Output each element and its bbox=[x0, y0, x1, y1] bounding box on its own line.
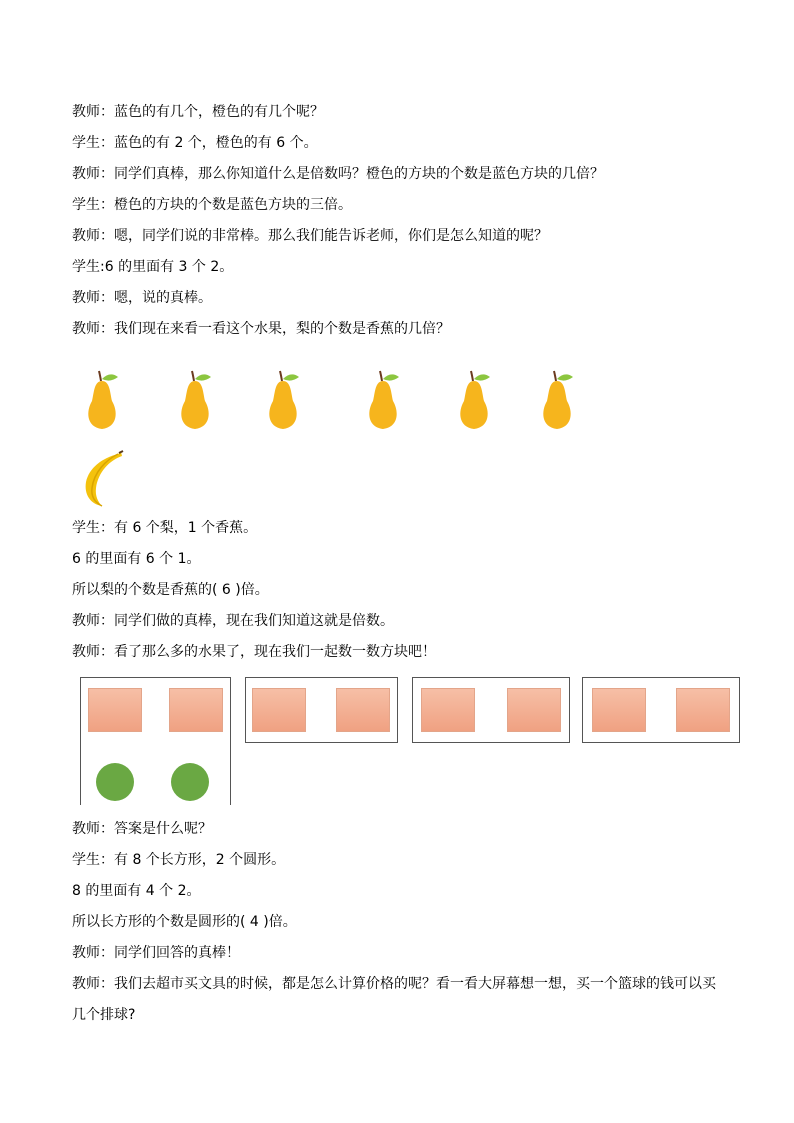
pear-icon bbox=[263, 369, 303, 431]
text-line: 学生：橙色的方块的个数是蓝色方块的三倍。 bbox=[72, 197, 352, 213]
group-box bbox=[80, 677, 231, 805]
circle-shape bbox=[96, 763, 134, 801]
text-line: 教师：蓝色的有几个，橙色的有几个呢？ bbox=[72, 104, 324, 120]
pear-icon bbox=[82, 369, 122, 431]
pear-icon bbox=[454, 369, 494, 431]
text-line: 教师：答案是什么呢？ bbox=[72, 821, 212, 837]
circle-shape bbox=[171, 763, 209, 801]
text-line: 所以梨的个数是香蕉的( 6 )倍。 bbox=[72, 582, 269, 598]
text-line: 几个排球? bbox=[72, 1007, 136, 1023]
rectangle-shape bbox=[592, 688, 646, 732]
pear-icon bbox=[175, 369, 215, 431]
text-line: 6 的里面有 6 个 1。 bbox=[72, 551, 201, 567]
pear-icon bbox=[363, 369, 403, 431]
text-line: 教师：同学们做的真棒，现在我们知道这就是倍数。 bbox=[72, 613, 394, 629]
text-line: 教师：看了那么多的水果了，现在我们一起数一数方块吧！ bbox=[72, 644, 436, 660]
rectangle-shape bbox=[252, 688, 306, 732]
pear-icon bbox=[537, 369, 577, 431]
text-line: 教师：同学们真棒，那么你知道什么是倍数吗？橙色的方块的个数是蓝色方块的几倍？ bbox=[72, 166, 604, 182]
banana-icon bbox=[80, 450, 124, 508]
text-line: 学生：有 6 个梨，1 个香蕉。 bbox=[72, 520, 258, 536]
rectangle-shape bbox=[88, 688, 142, 732]
group-box bbox=[245, 677, 398, 743]
rectangle-shape bbox=[169, 688, 223, 732]
text-line: 学生：蓝色的有 2 个，橙色的有 6 个。 bbox=[72, 135, 318, 151]
rectangle-shape bbox=[421, 688, 475, 732]
text-line: 教师：同学们回答的真棒！ bbox=[72, 945, 240, 961]
text-line: 教师：嗯，同学们说的非常棒。那么我们能告诉老师，你们是怎么知道的呢？ bbox=[72, 228, 548, 244]
rectangle-shape bbox=[507, 688, 561, 732]
text-line: 教师：我们现在来看一看这个水果，梨的个数是香蕉的几倍？ bbox=[72, 321, 450, 337]
text-line: 所以长方形的个数是圆形的( 4 )倍。 bbox=[72, 914, 297, 930]
text-line: 8 的里面有 4 个 2。 bbox=[72, 883, 201, 899]
group-box bbox=[582, 677, 740, 743]
rectangle-shape bbox=[676, 688, 730, 732]
text-line: 学生:6 的里面有 3 个 2。 bbox=[72, 259, 234, 275]
group-box bbox=[412, 677, 570, 743]
text-line: 教师：嗯，说的真棒。 bbox=[72, 290, 212, 306]
text-line: 学生：有 8 个长方形，2 个圆形。 bbox=[72, 852, 286, 868]
text-line: 教师：我们去超市买文具的时候，都是怎么计算价格的呢？看一看大屏幕想一想，买一个篮球的钱可以买 bbox=[72, 976, 716, 992]
rectangle-shape bbox=[336, 688, 390, 732]
